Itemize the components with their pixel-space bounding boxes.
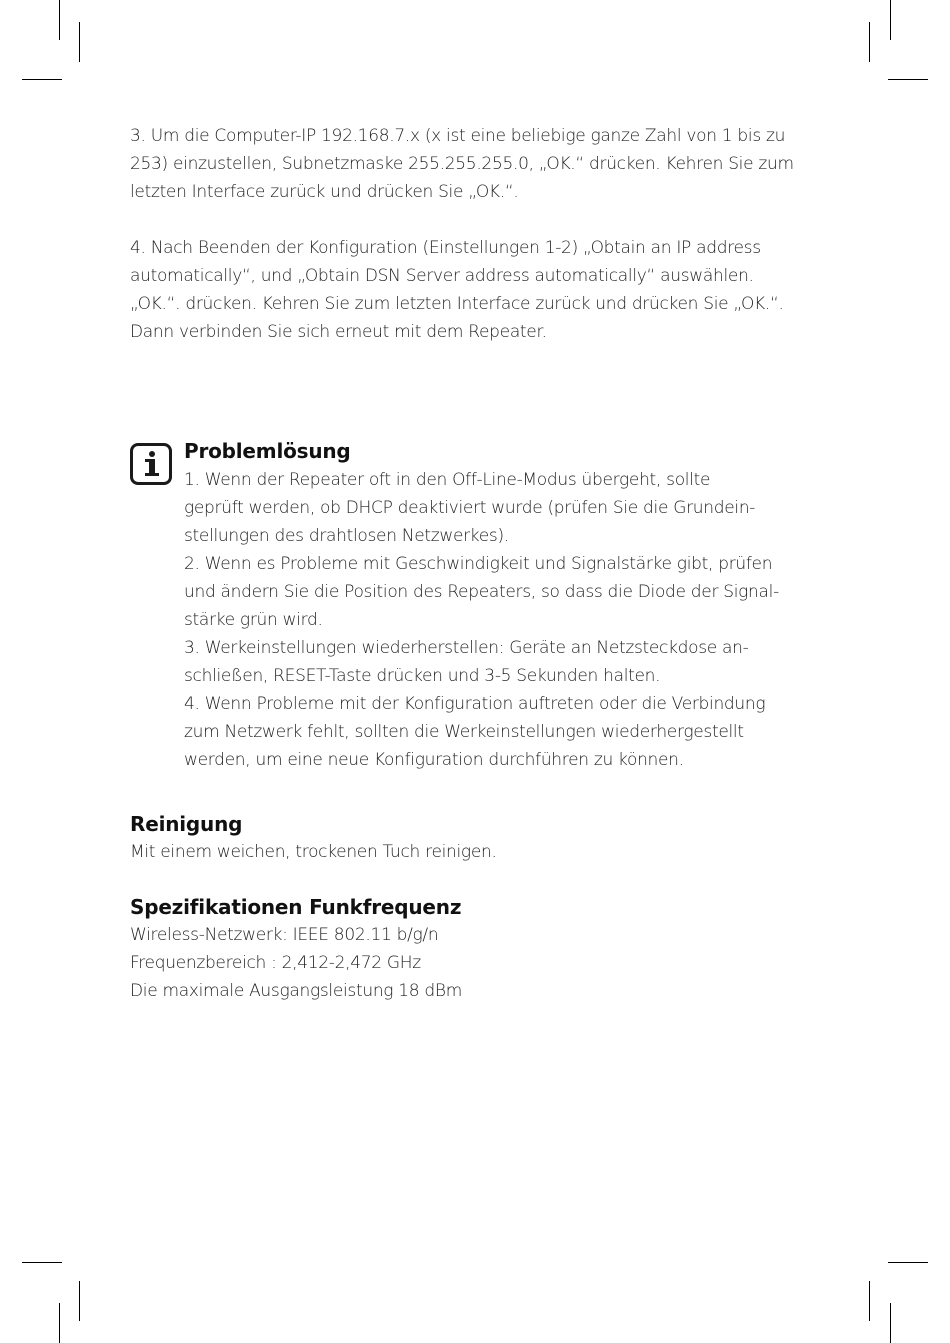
text-line: Die maximale Ausgangsleistung 18 dBm [130, 981, 463, 1001]
text-line: schließen, RESET-Taste drücken und 3-5 Sekunden halten. [184, 666, 661, 686]
crop-mark [888, 79, 928, 80]
text-line: Dann verbinden Sie sich erneut mit dem Repeater. [130, 322, 547, 342]
cleaning-text [130, 838, 830, 866]
text-line: 253) einzustellen, Subnetzmaske 255.255.255.0, „OK.“ drücken. Kehren Sie zum [130, 154, 794, 174]
text-line: 4. Wenn Probleme mit der Konfiguration auftreten oder die Verbindung [184, 694, 766, 714]
text-line: Frequenzbereich : 2,412-2,472 GHz [130, 953, 421, 973]
crop-mark [890, 0, 891, 40]
text-line: 2. Wenn es Probleme mit Geschwindigkeit und Signalstärke gibt, prüfen [184, 554, 773, 574]
cleaning-section [130, 810, 830, 866]
info-icon [130, 443, 172, 485]
text-line: stellungen des drahtlosen Netzwerkes). [184, 526, 509, 546]
step-3-paragraph [130, 122, 830, 206]
crop-mark [888, 1262, 928, 1263]
specs-heading: Spezifikationen Funkfrequenz [130, 895, 462, 919]
text-line: und ändern Sie die Position des Repeaters, so dass die Diode der Signal- [184, 582, 779, 602]
crop-mark [79, 1281, 80, 1321]
cleaning-heading: Reinigung [130, 812, 243, 836]
text-line: 4. Nach Beenden der Konfiguration (Einstellungen 1-2) „Obtain an IP address [130, 238, 761, 258]
crop-mark [22, 79, 62, 80]
crop-mark [869, 1281, 870, 1321]
text-line: zum Netzwerk fehlt, sollten die Werkeinstellungen wiederhergestellt [184, 722, 744, 742]
text-line: stärke grün wird. [184, 610, 323, 630]
text-line: Wireless-Netzwerk: IEEE 802.11 b/g/n [130, 925, 439, 945]
crop-mark [59, 0, 60, 40]
troubleshooting-heading: Problemlösung [184, 439, 351, 463]
crop-mark [59, 1303, 60, 1343]
text-line: Mit einem weichen, trockenen Tuch reinigen. [130, 842, 497, 862]
crop-mark [890, 1303, 891, 1343]
troubleshooting-body [184, 436, 864, 774]
text-line: 3. Um die Computer-IP 192.168.7.x (x ist eine beliebige ganze Zahl von 1 bis zu [130, 126, 786, 146]
crop-mark [79, 22, 80, 62]
step-4-paragraph [130, 234, 830, 346]
text-line: 1. Wenn der Repeater oft in den Off-Line-Modus übergeht, sollte [184, 470, 711, 490]
text-line: letzten Interface zurück und drücken Sie „OK.“. [130, 182, 519, 202]
crop-mark [869, 22, 870, 62]
text-line: „OK.“. drücken. Kehren Sie zum letzten Interface zurück und drücken Sie „OK.“. [130, 294, 784, 314]
text-line: automatically“, und „Obtain DSN Server address automatically“ auswählen. [130, 266, 754, 286]
crop-mark [22, 1262, 62, 1263]
intro-section [130, 122, 830, 346]
troubleshooting-list [184, 466, 864, 774]
text-line: werden, um eine neue Konfiguration durchführen zu können. [184, 750, 684, 770]
text-line: 3. Werkeinstellungen wiederherstellen: Geräte an Netzsteckdose an- [184, 638, 749, 658]
text-line: geprüft werden, ob DHCP deaktiviert wurde (prüfen Sie die Grundein- [184, 498, 756, 518]
specs-list [130, 921, 830, 1005]
specs-section [130, 893, 830, 1005]
